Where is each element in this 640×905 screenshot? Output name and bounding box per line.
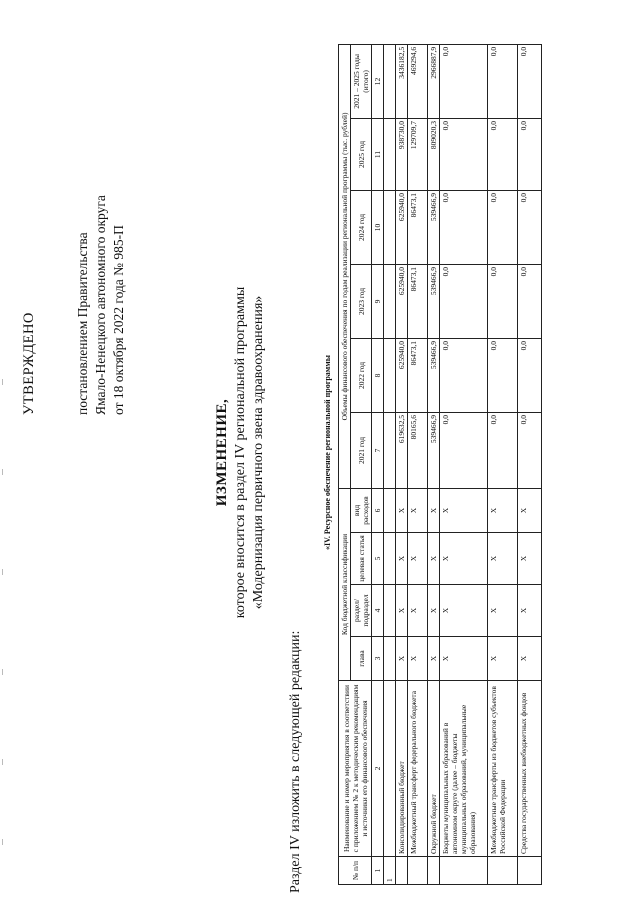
- cell-2025: 0,0: [440, 118, 488, 190]
- cell-name: Межбюджетный трансферт федерального бюджета: [408, 681, 428, 857]
- col-number: 4: [372, 585, 384, 637]
- cell-2024: [384, 190, 396, 264]
- cell-2021: [384, 412, 396, 488]
- cell-2025: 938730,0: [396, 118, 408, 190]
- cell-2021: 0,0: [440, 412, 488, 488]
- cell-num: [396, 857, 408, 885]
- header-name: Наименование и номер мероприятия в соответствии с приложением № 2 к методическим рекомендациям и источники его финансового обеспечения: [339, 681, 372, 857]
- cell-num: 1: [384, 857, 396, 885]
- cell-razdel: X: [428, 585, 440, 637]
- cell-2023: [384, 264, 396, 338]
- header-vid: вид расходов: [351, 488, 372, 532]
- header-2024: 2024 год: [351, 190, 372, 264]
- cell-2025: 0,0: [518, 118, 542, 190]
- col-number: 12: [372, 44, 384, 118]
- cell-2024: 0,0: [440, 190, 488, 264]
- table-row: [440, 44, 488, 884]
- cell-2023: 0,0: [488, 264, 518, 338]
- col-number: 8: [372, 338, 384, 412]
- col-number: 6: [372, 488, 384, 532]
- cell-num: [488, 857, 518, 885]
- cell-total: 469294,6: [408, 44, 428, 118]
- cell-total: 3436182,5: [396, 44, 408, 118]
- cell-2022: 86473,1: [408, 338, 428, 412]
- cell-2023: 539466,9: [428, 264, 440, 338]
- approval-line-1: постановлением Правительства: [75, 232, 90, 415]
- cell-glava: X: [428, 637, 440, 681]
- cell-2022: 0,0: [518, 338, 542, 412]
- cell-total: 0,0: [440, 44, 488, 118]
- cell-total: 2966887,9: [428, 44, 440, 118]
- cell-2022: 625940,0: [396, 338, 408, 412]
- cell-2021: 80165,6: [408, 412, 428, 488]
- cell-razdel: X: [518, 585, 542, 637]
- col-number: 7: [372, 412, 384, 488]
- cell-num: [408, 857, 428, 885]
- col-number: 9: [372, 264, 384, 338]
- cell-vid: X: [428, 488, 440, 532]
- lead-text: Раздел IV изложить в следующей редакции:: [288, 630, 303, 893]
- table-row: [384, 44, 396, 884]
- header-volumes: Объемы финансового обеспечения по годам реализации региональной программы (тыс. рублей): [339, 44, 351, 488]
- cell-name: [384, 681, 396, 857]
- cell-2023: 625940,0: [396, 264, 408, 338]
- cell-num: [428, 857, 440, 885]
- cell-total: 0,0: [518, 44, 542, 118]
- table-row: [518, 44, 542, 884]
- cell-celevaya: X: [396, 533, 408, 585]
- cell-celevaya: X: [518, 533, 542, 585]
- col-number: 1: [372, 857, 384, 885]
- cell-2025: 0,0: [488, 118, 518, 190]
- cell-vid: X: [396, 488, 408, 532]
- cell-2021: 619632,5: [396, 412, 408, 488]
- cell-2021: 0,0: [518, 412, 542, 488]
- cell-2023: 0,0: [518, 264, 542, 338]
- header-num: № п/п: [339, 857, 372, 885]
- cell-razdel: X: [396, 585, 408, 637]
- cell-2022: 0,0: [440, 338, 488, 412]
- scan-edge-marks: [0, 0, 8, 905]
- cell-2024: 539466,9: [428, 190, 440, 264]
- approval-line-3: от 18 октября 2022 года № 985-П: [111, 225, 126, 415]
- cell-2023: 86473,1: [408, 264, 428, 338]
- cell-vid: [384, 488, 396, 532]
- document-subtitle: которое вносится в раздел IV региональной программы: [233, 286, 248, 619]
- cell-num: [518, 857, 542, 885]
- table-row: [408, 44, 428, 884]
- document-title: ИЗМЕНЕНИЕ,: [214, 398, 230, 507]
- section-title: «IV. Ресурсное обеспечение региональной программы: [323, 355, 332, 550]
- cell-name: Окружной бюджет: [428, 681, 440, 857]
- col-number: 11: [372, 118, 384, 190]
- col-number: 5: [372, 533, 384, 585]
- cell-celevaya: X: [428, 533, 440, 585]
- cell-2021: 0,0: [488, 412, 518, 488]
- header-2022: 2022 год: [351, 338, 372, 412]
- table-body: [384, 44, 542, 884]
- col-number: 2: [372, 681, 384, 857]
- cell-glava: X: [440, 637, 488, 681]
- cell-name: Средства государственных внебюджетных фондов: [518, 681, 542, 857]
- cell-celevaya: X: [488, 533, 518, 585]
- approval-heading: УТВЕРЖДЕНО: [21, 312, 37, 415]
- header-razdel: раздел/ подраздел: [351, 585, 372, 637]
- cell-2023: 0,0: [440, 264, 488, 338]
- col-number: 3: [372, 637, 384, 681]
- column-number-row: [372, 44, 384, 884]
- cell-total: [384, 44, 396, 118]
- col-number: 10: [372, 190, 384, 264]
- cell-celevaya: X: [440, 533, 488, 585]
- cell-celevaya: X: [408, 533, 428, 585]
- header-2025: 2025 год: [351, 118, 372, 190]
- cell-2025: [384, 118, 396, 190]
- cell-vid: X: [488, 488, 518, 532]
- cell-2024: 625940,0: [396, 190, 408, 264]
- header-celevaya: целевая статья: [351, 533, 372, 585]
- approval-lines: [74, 195, 128, 415]
- cell-num: [440, 857, 488, 885]
- cell-vid: X: [440, 488, 488, 532]
- header-2023: 2023 год: [351, 264, 372, 338]
- cell-2024: 86473,1: [408, 190, 428, 264]
- table-row: [488, 44, 518, 884]
- cell-2022: 0,0: [488, 338, 518, 412]
- approval-line-2: Ямало-Ненецкого автономного округа: [93, 195, 108, 415]
- header-total: 2021 – 2025 годы (итого): [351, 44, 372, 118]
- cell-2022: 539466,9: [428, 338, 440, 412]
- cell-glava: [384, 637, 396, 681]
- cell-glava: X: [488, 637, 518, 681]
- cell-2025: 129709,7: [408, 118, 428, 190]
- cell-glava: X: [518, 637, 542, 681]
- approval-block: [20, 312, 38, 415]
- cell-vid: X: [408, 488, 428, 532]
- cell-celevaya: [384, 533, 396, 585]
- cell-razdel: [384, 585, 396, 637]
- cell-vid: X: [518, 488, 542, 532]
- header-glava: глава: [351, 637, 372, 681]
- cell-2025: 809020,3: [428, 118, 440, 190]
- cell-total: 0,0: [488, 44, 518, 118]
- cell-razdel: X: [408, 585, 428, 637]
- cell-name: Межбюджетные трансферты из бюджетов субъектов Российской Федерации: [488, 681, 518, 857]
- cell-name: Консолидированный бюджет: [396, 681, 408, 857]
- cell-name: Бюджеты муниципальных образований в автономном округе (далее – бюджеты муниципальных образований, муниципальные образования): [440, 681, 488, 857]
- table-row: [428, 44, 440, 884]
- header-2021: 2021 год: [351, 412, 372, 488]
- cell-razdel: X: [488, 585, 518, 637]
- program-name: «Модернизация первичного звена здравоохранения»: [251, 295, 266, 610]
- cell-glava: X: [396, 637, 408, 681]
- resource-table: [338, 44, 542, 885]
- cell-glava: X: [408, 637, 428, 681]
- cell-2024: 0,0: [518, 190, 542, 264]
- cell-razdel: X: [440, 585, 488, 637]
- header-budget-code: Код бюджетной классификации: [339, 488, 351, 680]
- cell-2021: 539466,9: [428, 412, 440, 488]
- table-row: [396, 44, 408, 884]
- cell-2024: 0,0: [488, 190, 518, 264]
- cell-2022: [384, 338, 396, 412]
